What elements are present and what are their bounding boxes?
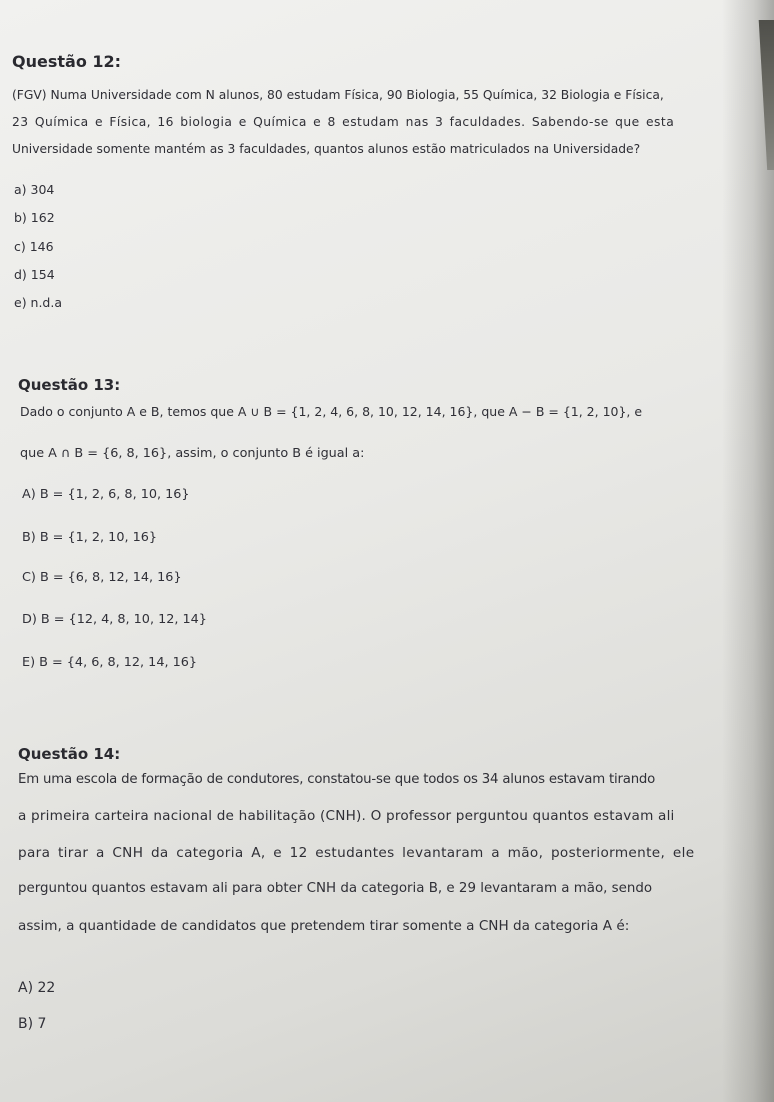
question-14-text-line-3: para tirar a CNH da categoria A, e 12 estudantes levantaram a mão, posteriormente, ele <box>18 845 695 861</box>
question-12-option-a: a) 304 <box>14 182 55 197</box>
question-12-option-d: d) 154 <box>14 267 55 282</box>
question-12-text-line-3: Universidade somente mantém as 3 faculdades, quantos alunos estão matriculados na Universidade? <box>12 142 641 156</box>
question-12-text-line-1: (FGV) Numa Universidade com N alunos, 80 estudam Física, 90 Biologia, 55 Química, 32 Biologia e Física, <box>12 88 664 102</box>
question-14-text-line-4: perguntou quantos estavam ali para obter CNH da categoria B, e 29 levantaram a mão, sendo <box>18 881 653 896</box>
question-14-text-line-5: assim, a quantidade de candidatos que pretendem tirar somente a CNH da categoria A é: <box>18 918 630 934</box>
question-14-text-line-2: a primeira carteira nacional de habilitação (CNH). O professor perguntou quantos estavam ali <box>18 808 675 824</box>
question-13-option-a: A) B = {1, 2, 6, 8, 10, 16} <box>22 487 190 502</box>
question-13-option-e: E) B = {4, 6, 8, 12, 14, 16} <box>22 655 198 670</box>
question-12-title: Questão 12: <box>12 52 122 71</box>
question-12-option-c: c) 146 <box>14 239 54 254</box>
question-14-text-line-1: Em uma escola de formação de condutores, constatou-se que todos os 34 alunos estavam tirando <box>18 772 656 787</box>
question-13-title: Questão 13: <box>18 376 121 394</box>
question-13-option-d: D) B = {12, 4, 8, 10, 12, 14} <box>22 612 207 627</box>
question-13-text-line-2: que A ∩ B = {6, 8, 16}, assim, o conjunto B é igual a: <box>20 446 365 461</box>
question-14-title: Questão 14: <box>18 745 121 763</box>
question-12-option-b: b) 162 <box>14 210 55 225</box>
question-13-option-b: B) B = {1, 2, 10, 16} <box>22 530 158 545</box>
question-12-option-e: e) n.d.a <box>14 295 63 310</box>
question-14-option-b: B) 7 <box>18 1016 47 1032</box>
question-14-option-a: A) 22 <box>18 980 56 996</box>
question-12-text-line-2: 23 Química e Física, 16 biologia e Química e 8 estudam nas 3 faculdades. Sabendo-se que esta <box>12 115 675 129</box>
question-13-text-line-1: Dado o conjunto A e B, temos que A ∪ B = {1, 2, 4, 6, 8, 10, 12, 14, 16}, que A − B = {1, 2, 10}, e <box>20 404 643 419</box>
question-13-option-c: C) B = {6, 8, 12, 14, 16} <box>22 570 182 585</box>
